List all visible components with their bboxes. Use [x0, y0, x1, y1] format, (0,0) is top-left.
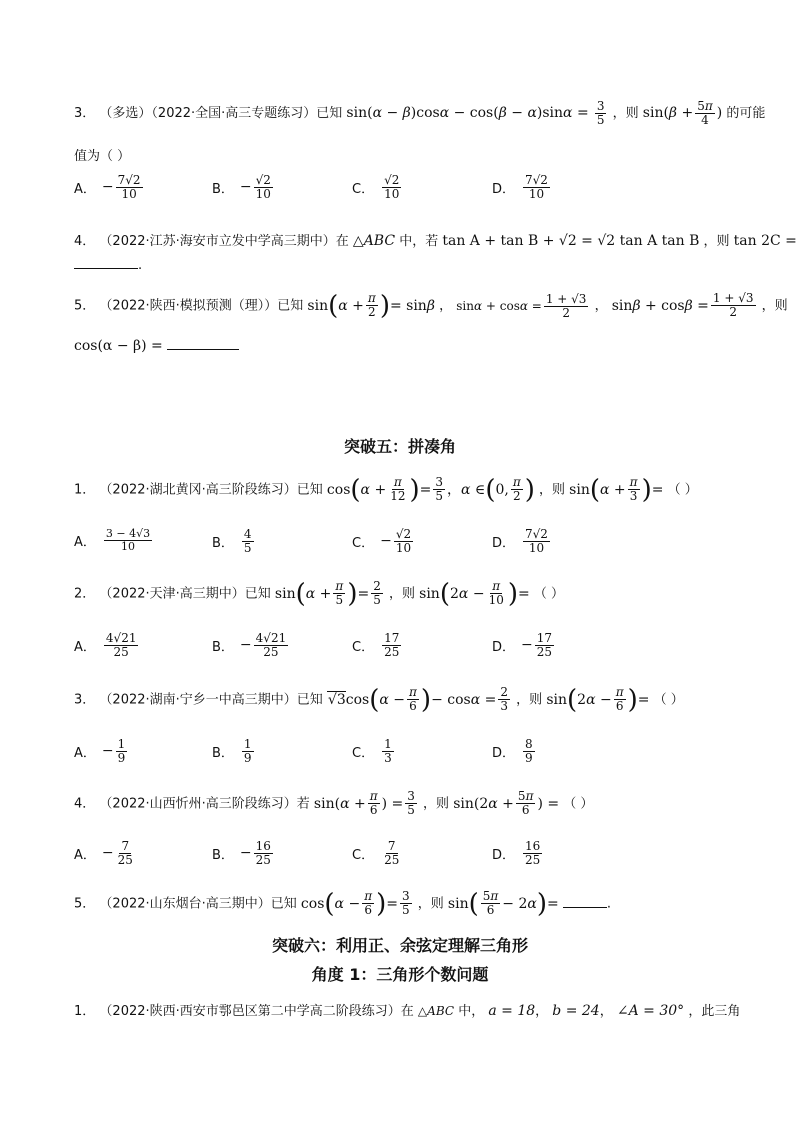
problem-number: 3． [74, 106, 96, 122]
problem-source: （多选）（2022·全国·高三专题练习）已知 [99, 106, 343, 122]
target-expression: sin(α + $\frac{\pi}{3}$ )= [569, 474, 664, 505]
given-equation: cos(α + $\frac{\pi}{12}$ )= $\frac{3}{5}$ ，α ∈(0, $\frac{\pi}{2}$ ) [326, 474, 535, 505]
problem-source: （2022·陕西·模拟预测（理））已知 [99, 298, 304, 314]
given-3: sinβ + cosβ = $\frac{1 + √3}{2}$ [611, 291, 754, 320]
option-c[interactable]: C． $\frac{1}{3}$ [352, 737, 392, 766]
s5-problem-1 [74, 476, 698, 503]
then-text: ，则 [423, 796, 450, 812]
given-equation: sin(α + $\frac{\pi}{6}$ ) = $\frac{3}{5}$ [313, 789, 415, 818]
problem-4 [74, 230, 797, 249]
tail-text: ，此三角 [688, 1004, 741, 1019]
section-5-title: 突破五：拼凑角 [343, 437, 456, 456]
side-a: a = 18 [488, 1003, 536, 1019]
problem-source: （2022·湖南·宁乡一中高三期中）已知 [99, 692, 323, 708]
answer-paren: （ ） [667, 482, 698, 498]
then-text: ，则 [761, 298, 788, 314]
section-6-title: 突破六：利用正、余弦定理解三角形 [271, 936, 528, 955]
period: . [606, 896, 612, 912]
option-b[interactable]: B． $\frac{1}{9}$ [212, 737, 252, 766]
problem-5-wrap [74, 338, 239, 354]
problem-number: 4． [74, 234, 96, 249]
then-text: ，则 [539, 482, 566, 498]
problem-number: 1． [74, 482, 96, 498]
problem-source: （2022·山西忻州·高三阶段练习）若 [99, 796, 310, 812]
target-expression: sin( $\frac{5\pi}{6}$ − 2α)= [447, 888, 559, 919]
problem-number: 2． [74, 586, 96, 602]
comma: ， [535, 1004, 549, 1019]
s5-problem-4 [74, 790, 593, 817]
s5-problem-2 [74, 580, 564, 607]
given-equation: tan A + tan B + √2 = √2 tan A tan B [442, 233, 700, 249]
problem-3-wrap [74, 145, 130, 164]
problem-source: （2022·山东烟台·高三期中）已知 [99, 896, 297, 912]
then-text: ，则 [388, 586, 415, 602]
problem-3-multi: 3． （多选）（2022·全国·高三专题练习）已知 sin(α − β)cosα − cos(β − α)sinα = $\frac{3}{5}$ ，则 sin(β + $\frac{5\pi}{4}$ ) 的可能 [74, 99, 766, 128]
problem-source: （2022·江苏·海安市立发中学高三期中）在 [99, 234, 349, 249]
s5-problem-5 [74, 890, 611, 917]
period: . [138, 258, 143, 273]
problem-number: 1． [74, 1004, 96, 1019]
target-expression: sin(β + [642, 105, 694, 122]
given-equation: sin(α + $\frac{\pi}{5}$ )= $\frac{2}{5}$ [274, 578, 381, 609]
target-expression: sin(2α − $\frac{\pi}{6}$ )= [546, 684, 650, 715]
option-b[interactable]: B． $\frac{4}{5}$ [212, 527, 252, 556]
comma: ， [439, 298, 453, 314]
fraction-5pi-4: $\frac{5\pi}{4}$ [697, 99, 713, 128]
answer-blank[interactable] [167, 349, 239, 350]
option-b[interactable]: B． − $\frac{16}{25}$ [212, 839, 271, 868]
answer-paren: （ ） [563, 796, 594, 812]
option-d[interactable]: D． $\frac{8}{9}$ [492, 737, 533, 766]
option-d[interactable]: D． $\frac{7√2}{10}$ [492, 527, 548, 556]
option-a[interactable]: A． $\frac{3 - 4√3}{10}$ [74, 527, 151, 554]
option-c[interactable]: C． $\frac{17}{25}$ [352, 631, 400, 660]
option-a[interactable]: A． − $\frac{1}{9}$ [74, 737, 126, 766]
answer-prompt: 值为（ ） [74, 149, 131, 164]
then-text: ，则 [516, 692, 543, 708]
given-equation: cos(α − $\frac{\pi}{6}$ )= $\frac{3}{5}$ [300, 888, 410, 919]
option-d[interactable]: D． − $\frac{17}{25}$ [492, 631, 553, 660]
option-c[interactable]: C． − $\frac{√2}{10}$ [352, 527, 412, 556]
option-d[interactable]: D． $\frac{16}{25}$ [492, 839, 541, 868]
text: 中，若 [399, 234, 439, 249]
answer-blank[interactable] [563, 907, 607, 908]
option-b[interactable]: B． − $\frac{√2}{10}$ [212, 173, 271, 202]
problem-number: 3． [74, 692, 96, 708]
problem-source: （2022·天津·高三期中）已知 [99, 586, 271, 602]
triangle-label: △ABC [417, 1004, 455, 1018]
triangle-label: △ABC [352, 233, 396, 249]
problem-source: （2022·陕西·西安市鄠邑区第二中学高二阶段练习）在 [99, 1004, 414, 1019]
angle-a: ∠A = 30° [616, 1003, 685, 1019]
s5-problem-3 [74, 686, 684, 713]
option-a[interactable]: A． − $\frac{7√2}{10}$ [74, 173, 141, 202]
answer-blank[interactable] [74, 268, 138, 269]
target-expression: sin(2α + $\frac{5\pi}{6}$ ) = [453, 789, 560, 818]
side-b: b = 24 [552, 1003, 600, 1019]
target-expression: sin(2α − $\frac{\pi}{10}$ )= [419, 578, 530, 609]
answer-paren: （ ） [653, 692, 684, 708]
problem-4-blank-line [74, 258, 142, 273]
option-b[interactable]: B． − $\frac{4√21}{25}$ [212, 631, 287, 660]
text: 中， [458, 1004, 485, 1019]
problem-source: （2022·湖北黄冈·高三阶段练习）已知 [99, 482, 323, 498]
s6-problem-1 [74, 1000, 740, 1019]
given-equation: √3cos(α − $\frac{\pi}{6}$ )− cosα = $\frac{2}{3}$ [327, 684, 509, 715]
then-text: ，则 [417, 896, 444, 912]
problem-number: 5． [74, 896, 96, 912]
target-expression: tan 2C = [733, 233, 797, 249]
given-equation: sin(α − β)cosα − cos(β − α)sinα = [346, 105, 589, 122]
option-a[interactable]: A． $\frac{4√21}{25}$ [74, 631, 137, 660]
then-text: ，则 [703, 234, 730, 249]
target-expression: cos(α − β) = [74, 338, 163, 354]
comma: ， [599, 1004, 613, 1019]
section-6-subtitle: 角度 1：三角形个数问题 [311, 965, 489, 984]
option-c[interactable]: C． $\frac{7}{25}$ [352, 839, 400, 868]
given-1: sin(α + $\frac{\pi}{2}$ )= sinβ [307, 290, 435, 321]
fraction-3-5: $\frac{3}{5}$ [596, 99, 605, 128]
option-c[interactable]: C． $\frac{√2}{10}$ [352, 173, 400, 202]
given-2: sinα + cosα = $\frac{1 + √3}{2}$ [456, 291, 587, 320]
then-text: ，则 [612, 106, 639, 122]
option-d[interactable]: D． $\frac{7√2}{10}$ [492, 173, 548, 202]
problem-number: 4． [74, 796, 96, 812]
problem-5 [74, 292, 788, 320]
comma: ， [594, 298, 608, 314]
answer-paren: （ ） [533, 586, 565, 602]
tail-text: 的可能 [726, 106, 766, 122]
option-a[interactable]: A． − $\frac{7}{25}$ [74, 839, 133, 868]
problem-number: 5． [74, 298, 96, 314]
